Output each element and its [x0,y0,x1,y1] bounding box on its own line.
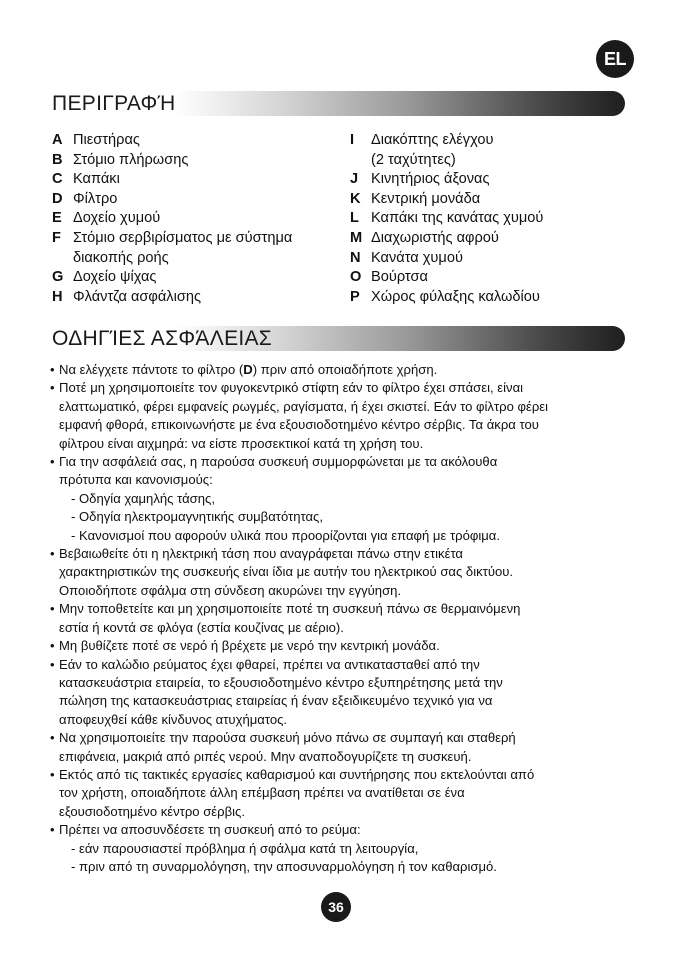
part-label: Δοχείο χυμού [73,210,161,227]
page-number: 36 [321,892,351,922]
filter-letter: D [243,362,253,377]
part-item [52,131,332,151]
part-item [350,268,630,288]
part-item [52,268,332,288]
part-letter: A [52,132,63,148]
safety-subitem: - εάν παρουσιαστεί πρόβλημα ή σφάλμα κατά τη λειτουργία, [71,840,419,856]
part-letter: M [350,229,363,246]
safety-subitem: - πριν από τη συναρμολόγηση, την αποσυναρμολόγηση ή τον καθαρισμό. [71,858,497,874]
safety-line: επιφάνεια, μακριά από ριπές νερού. Μην αναποδογυρίζετε τη συσκευή. [59,748,472,764]
part-label: Καπάκι της κανάτας χυμού [371,210,544,227]
part-item [52,190,332,210]
part-item [350,229,630,249]
part-item [52,229,332,268]
part-letter: G [52,269,64,286]
part-label: Διακόπτης ελέγχου (2 ταχύτητες) [371,132,494,168]
safety-line: Για την ασφάλειά σας, η παρούσα συσκευή συμμορφώνεται με τα ακόλουθα [59,454,498,470]
part-label: Πιεστήρας [73,132,140,148]
safety-line: χαρακτηριστικών της συσκευής είναι ίδια με αυτήν του ηλεκτρικού σας δικτύου. [59,564,514,580]
part-item [52,209,332,229]
part-item [350,249,630,269]
bullet: • [50,601,55,617]
part-label: Χώρος φύλαξης καλωδίου [371,288,540,305]
safety-text: Να ελέγχετε πάντοτε το φίλτρο ( [59,362,244,377]
safety-line: πρότυπα και κανονισμούς: [59,472,213,488]
part-item [52,151,332,171]
safety-line: εξουσιοδοτημένο κέντρο σέρβις. [59,803,245,819]
part-letter: K [350,190,361,207]
bullet: • [50,656,55,672]
safety-line: τον χρήστη, οποιαδήποτε άλλη επέμβαση πρέπει να ανατίθεται σε ένα [59,785,465,801]
part-letter: H [52,288,63,305]
part-letter: I [350,132,355,148]
bullet: • [50,380,55,396]
part-label: Κανάτα χυμού [371,249,463,266]
part-item [350,209,630,229]
safety-line: Εκτός από τις τακτικές εργασίες καθαρισμού και συντήρησης που εκτελούνται από [59,766,535,782]
parts-list-left [52,131,332,307]
safety-line: Μην τοποθετείτε και μη χρησιμοποιείτε ποτέ τη συσκευή πάνω σε θερμαινόμενη [59,601,521,617]
safety-line: Ποτέ μη χρησιμοποιείτε τον φυγοκεντρικό στίφτη εάν το φίλτρο έχει σπάσει, είναι [59,380,524,396]
safety-line: πώληση της κατασκευάστριας εταιρείας ή έναν εξειδικευμένο τεχνικό για να [59,693,493,709]
safety-line: Να χρησιμοποιείτε την παρούσα συσκευή μόνο πάνω σε συμπαγή και σταθερή [59,730,516,746]
safety-subitem: - Οδηγία ηλεκτρομαγνητικής συμβατότητας, [71,509,323,525]
part-item [350,190,630,210]
safety-line: αποφευχθεί κάθε κίνδυνος ατυχήματος. [59,711,288,727]
part-letter: O [350,269,362,286]
part-label: Βούρτσα [371,269,428,286]
part-letter: B [52,151,63,168]
bullet: • [50,362,55,377]
part-letter: F [52,229,61,246]
bullet: • [50,766,55,782]
safety-item [50,821,625,876]
safety-item [50,637,625,655]
bullet: • [50,454,55,470]
bullet: • [50,822,55,838]
safety-title: ΟΔΗΓΊΕΣ ΑΣΦΆΛΕΙΑΣ [52,327,273,350]
safety-line: Βεβαιωθείτε ότι η ηλεκτρική τάση που αναγράφεται πάνω στην ετικέτα [59,546,464,562]
safety-line: ελαττωματικό, φέρει εμφανείς ρωγμές, ραγίσματα, ή έχει σκιστεί. Εάν το φίλτρο φέρει [59,398,549,414]
safety-item [50,361,625,379]
part-item [350,170,630,190]
part-item [52,170,332,190]
part-label: Κινητήριος άξονας [371,171,490,188]
safety-item [50,729,625,766]
safety-line: Εάν το καλώδιο ρεύματος έχει φθαρεί, πρέπει να αντικατασταθεί από την [59,656,480,672]
safety-line: εμφανή φθορά, επικοινωνήστε με ένα εξουσιοδοτημένο κέντρο σέρβις. Τα άκρα του [59,417,539,433]
safety-subitem: - Οδηγία χαμηλής τάσης, [71,490,215,506]
safety-text: ) πριν από οποιαδήποτε χρήση. [252,362,438,377]
part-item [52,288,332,308]
part-item [350,131,630,170]
parts-list-right [350,131,630,307]
description-title: ΠΕΡΙΓΡΑΦΉ [52,92,176,115]
part-label: Διαχωριστής αφρού [371,229,499,246]
part-item [350,288,630,308]
safety-item [50,766,625,821]
part-letter: J [350,171,359,188]
safety-line: κατασκευάστρια εταιρεία, το εξουσιοδοτημένο κέντρο εξυπηρέτησης μετά την [59,674,503,690]
safety-line: Οποιοδήποτε σφάλμα στη σύνδεση ακυρώνει την εγγύηση. [59,582,402,598]
part-letter: L [350,210,359,227]
safety-line: εστία ή κοντά σε φλόγα (εστία κουζίνας με αέριο). [59,619,344,635]
part-label: Φλάντζα ασφάλισης [73,288,202,305]
safety-instructions [50,361,625,876]
bullet: • [50,638,55,654]
safety-item [50,453,625,545]
part-label: Στόμιο σερβιρίσματος με σύστημα διακοπής ροής [73,229,293,266]
part-letter: D [52,190,63,207]
safety-line: Μη βυθίζετε ποτέ σε νερό ή βρέχετε με νερό την κεντρική μονάδα. [59,638,440,654]
safety-subitem: - Κανονισμοί που αφορούν υλικά που προορίζονται για επαφή με τρόφιμα. [71,527,501,543]
safety-line: Πρέπει να αποσυνδέσετε τη συσκευή από το ρεύμα: [59,822,361,838]
part-letter: P [350,288,360,305]
safety-item [50,600,625,637]
safety-item [50,545,625,600]
safety-line: φίλτρου είναι αιχμηρά: να είστε προσεκτικοί κατά τη χρήση του. [59,435,424,451]
part-letter: N [350,249,361,266]
bullet: • [50,730,55,746]
part-label: Καπάκι [73,171,120,188]
part-letter: E [52,210,62,227]
part-letter: C [52,171,63,188]
language-badge: EL [596,40,634,78]
part-label: Κεντρική μονάδα [371,190,481,207]
part-label: Φίλτρο [73,190,118,207]
safety-item [50,656,625,730]
part-label: Στόμιο πλήρωσης [73,151,189,168]
safety-item [50,379,625,453]
bullet: • [50,546,55,562]
part-label: Δοχείο ψίχας [73,269,157,286]
